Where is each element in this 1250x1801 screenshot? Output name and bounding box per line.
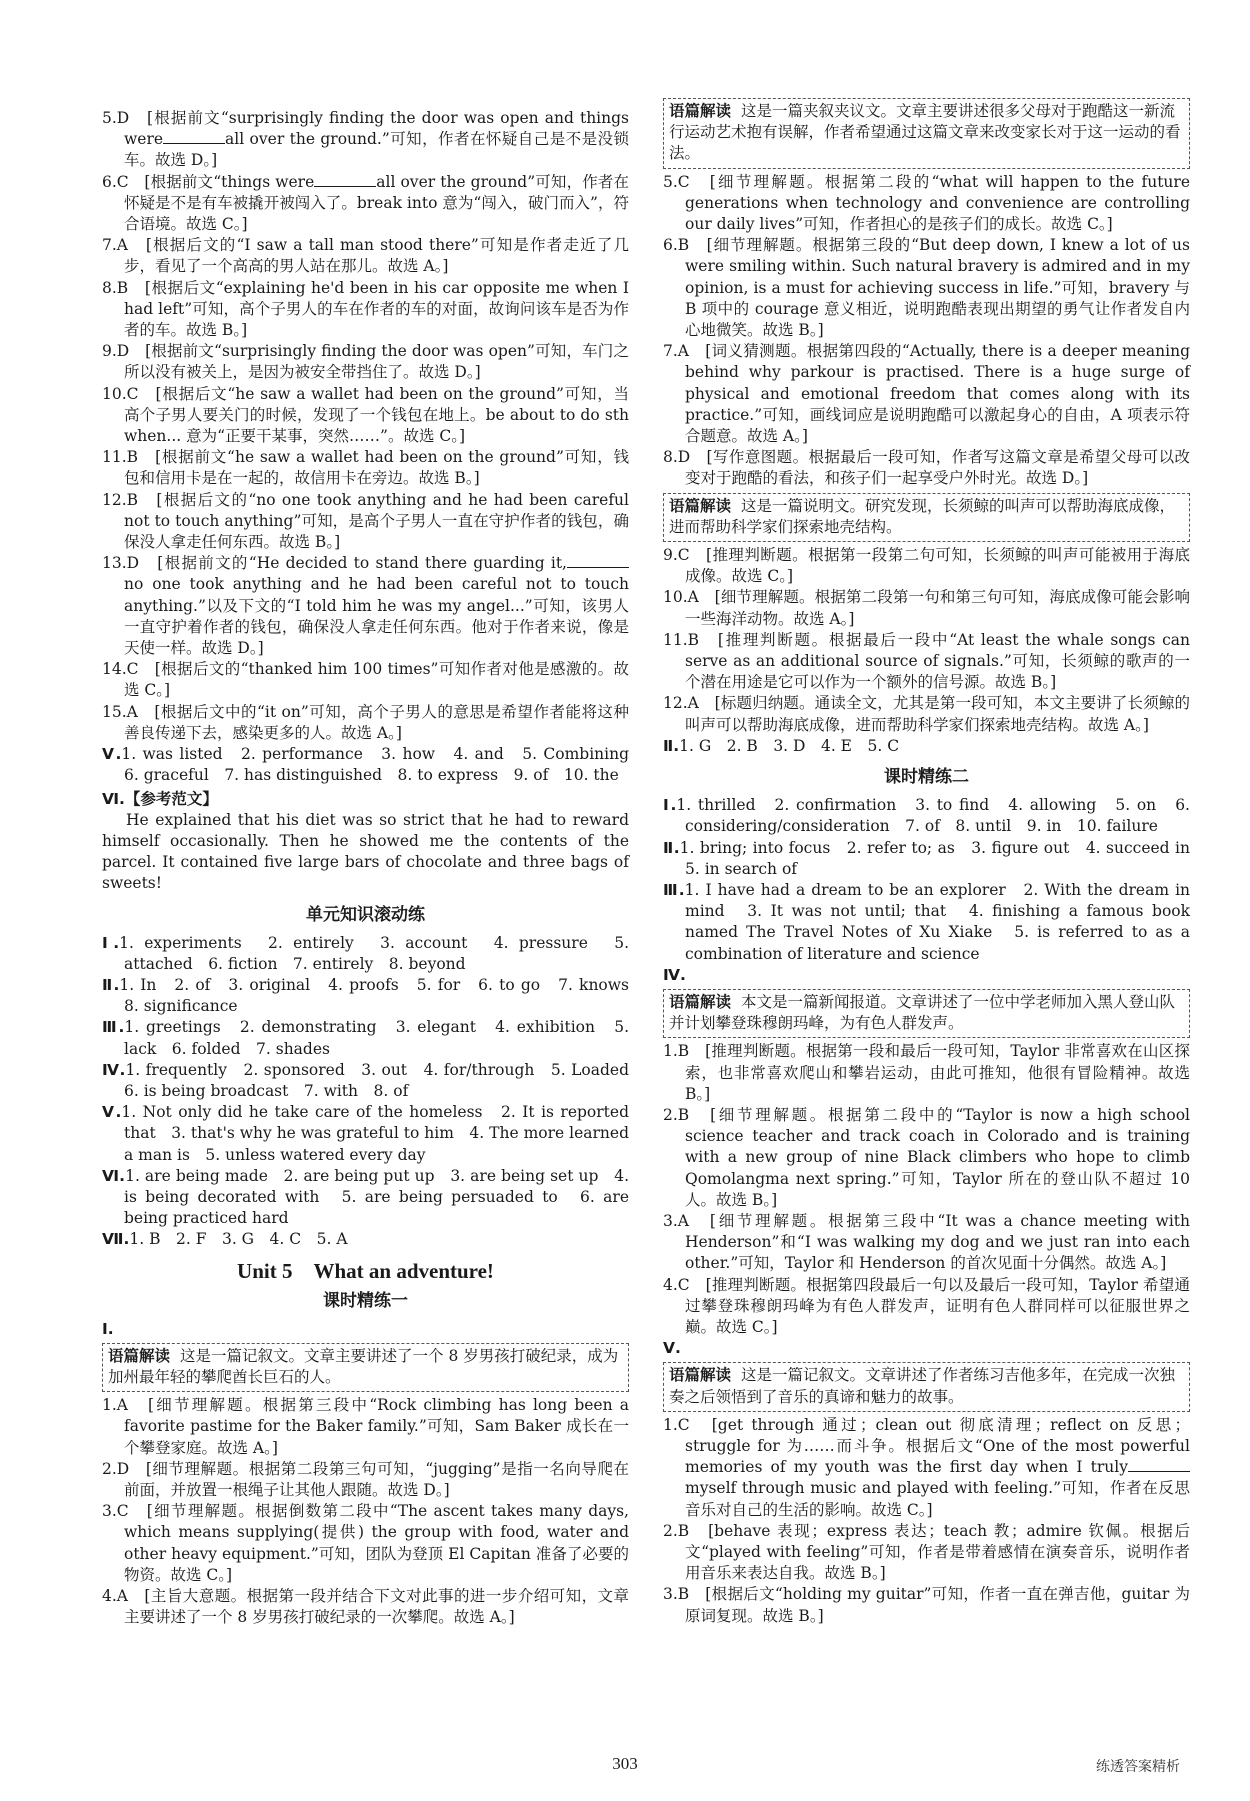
answer-item <box>102 1395 629 1459</box>
section-label: Ⅳ. <box>102 1060 126 1079</box>
answer-list-top <box>102 108 629 744</box>
lesson-1-section-1-label: Ⅰ. <box>102 1319 114 1338</box>
answer-item <box>102 172 629 236</box>
answer-item <box>102 384 629 448</box>
answer-text: 5.C [细节理解题。根据第二段的“what will happen to the future generations when technology and convenience are controlling our daily lives”可知，作者担心的是孩子们的成长。故选 C。] <box>663 172 1190 234</box>
section-label: Ⅵ. <box>102 1166 126 1185</box>
answer-text: 7.A [根据后文的“I saw a tall man stood there”可知是作者走近了几步，看见了一个高高的男人站在那儿。故选 A。] <box>102 236 629 276</box>
review-row <box>102 933 629 975</box>
section-text: 1. bring; into focus 2. refer to; as 3. figure out 4. succeed in 5. in search of <box>679 838 1206 878</box>
answer-text: 5.D [根据前文“surprisingly finding the door was open and things were <box>102 109 629 149</box>
section-text: 1. greetings 2. demonstrating 3. elegant 4. exhibition 5. lack 6. folded 7. shades <box>124 1018 629 1058</box>
answer-item <box>102 490 629 554</box>
unit-title: Unit 5 What an adventure! <box>237 1258 494 1283</box>
review-row <box>102 1060 645 1102</box>
section-5-label: Ⅴ. <box>663 1339 681 1358</box>
answer-blank <box>1128 1458 1190 1472</box>
answer-text: no one took anything and he had been careful not to touch anything.”以及下文的“I told him he was my angel...”可知，该男人一直守护着作者的钱包，确保没人拿走任何东西。他对于作者来说，像是天使一样。故选 D。] <box>124 575 629 658</box>
answer-item <box>663 630 1190 694</box>
section-5-answers <box>102 744 645 786</box>
answer-item <box>102 1459 629 1501</box>
answer-item <box>102 341 629 383</box>
answer-text: 1.A [细节理解题。根据第三段中“Rock climbing has long been a favorite pastime for the Baker family.”可知，Sam Baker 成长在一个攀登家庭。故选 A。] <box>102 1396 629 1457</box>
answer-text: all over the ground.”可知，作者在怀疑自己是不是没锁车。故选 D。] <box>124 130 629 170</box>
section-2-text: 1. G 2. B 3. D 4. E 5. C <box>679 736 900 755</box>
right-column <box>663 102 1206 1627</box>
answer-item <box>663 341 1190 447</box>
answer-item <box>102 1586 629 1628</box>
footer-label: 练透答案精析 <box>1096 1759 1180 1775</box>
section-text: 1. Not only did he take care of the homeless 2. It is reported that 3. that's why he was grateful to him 4. The more learned a man is 5. unless watered every day <box>121 1103 629 1164</box>
model-essay: He explained that his diet was so strict that he had to reward himself occasionally. Then he showed me the contents of the parcel. It contained five large bars of chocolate and three bags of sweets! <box>102 810 629 893</box>
answer-text: 10.C [根据后文“he saw a wallet had been on the ground”可知，当高个子男人要关门的时候，发现了一个钱包在地上。be about to do sth when... 意为“正要干某事，突然……”。故选 C。] <box>102 384 629 446</box>
answer-text: 10.A [细节理解题。根据第二段第一句和第三句可知，海底成像可能会影响一些海洋动物。故选 A。] <box>663 588 1190 628</box>
answer-blank <box>314 173 376 187</box>
answer-text: 1.B [推理判断题。根据第一段和最后一段可知，Taylor 非常喜欢在山区探索，也非常喜欢爬山和攀岩运动，由此可推知，他很有冒险精神。故选 B。] <box>663 1042 1190 1103</box>
lesson-2-list <box>663 795 1206 965</box>
section-6-label: Ⅵ.【参考范文】 <box>102 789 218 808</box>
section-label: Ⅱ. <box>663 838 680 857</box>
answer-text: 6.B [细节理解题。根据第三段的“But deep down, I knew a lot of us were smiling within. Such natural bravery is admired and in my opinion, is a must for achieving success in life.”可知，bravery 与 B 项中的 courage 意义相近，说明跑酷表现出期望的勇气让作者发自内心地微笑。故选 B。] <box>663 236 1190 340</box>
section-label: Ⅱ. <box>102 975 120 994</box>
reading-note-text: 本文是一篇新闻报道。文章讲述了一位中学老师加入黑人登山队并计划攀登珠穆朗玛峰，为有色人群发声。 <box>669 992 1176 1033</box>
left-column <box>102 108 645 1628</box>
review-row <box>102 975 645 1017</box>
answer-item <box>663 545 1190 587</box>
answer-text: 3.B [根据后文“holding my guitar”可知，作者一直在弹吉他，guitar 为原词复现。故选 B。] <box>663 1585 1190 1625</box>
answer-text: 7.A [词义猜测题。根据第四段的“Actually, there is a deeper meaning behind why parkour is practised. There is a huge surge of physical and emotional freedom that comes along with its practice.”可知，画线词应是说明跑酷可以激起身心的自由，A 项表示符合题意。故选 A。] <box>663 342 1190 446</box>
answer-item <box>102 553 629 659</box>
reading-note-box-5 <box>663 1362 1190 1411</box>
section-2-answers <box>663 736 1190 757</box>
answer-text: 8.B [根据后文“explaining he'd been in his car opposite me when I had left”可知，高个子男人的车在作者的车的对面，故询问该车是否为作者的车。故选 B。] <box>102 278 629 340</box>
answer-item <box>102 108 629 172</box>
answer-item <box>663 1041 1190 1105</box>
answer-item <box>663 1275 1190 1339</box>
section-4-label: Ⅳ. <box>663 965 686 984</box>
reading-note-box-4 <box>663 989 1190 1038</box>
answer-item <box>102 1501 629 1586</box>
section-text: 1. In 2. of 3. original 4. proofs 5. for 6. to go 7. knows 8. significance <box>119 975 645 1016</box>
answer-item <box>102 447 629 489</box>
review-row <box>102 1102 629 1166</box>
answer-item <box>663 447 1190 489</box>
answer-text: 11.B [根据前文“he saw a wallet had been on the ground”可知，钱包和信用卡是在一起的，故信用卡在旁边。故选 B。] <box>102 448 629 488</box>
answer-item <box>102 235 629 277</box>
section-label: Ⅴ. <box>102 1103 122 1122</box>
unit-review-list <box>102 933 645 1251</box>
section-text: 1. I have had a dream to be an explorer 2. With the dream in mind 3. It was not until; that 4. finishing a famous book named The Travel Notes of Xu Xiake 5. is referred to as a combination of literature and science <box>684 880 1191 963</box>
section-label: Ⅲ. <box>663 880 685 899</box>
section-text: 1. thrilled 2. confirmation 3. to find 4. allowing 5. on 6. considering/consideration 7. of 8. until 9. in 10. failure <box>676 796 1190 836</box>
reading-note-tag: 语篇解读 <box>108 1346 171 1365</box>
page-number: 303 <box>612 1754 638 1773</box>
answer-text: 3.C [细节理解题。根据倒数第二段中“The ascent takes many days, which means supplying(提供) the group with food, water and other heavy equipment.”可知，团队为登顶 El Capitan 准备了必要的物资。故选 C。] <box>102 1502 629 1584</box>
answer-text: 12.B [根据后文的“no one took anything and he had been careful not to touch anything”可知，是高个子男人一直在守护作者的钱包，确保没人拿走任何东西。故选 B。] <box>102 490 629 552</box>
answer-item <box>663 1521 1190 1585</box>
answer-text: 6.C [根据前文“things were <box>102 172 315 191</box>
section-text: 1. B 2. F 3. G 4. C 5. A <box>129 1230 348 1249</box>
answer-text: 12.A [标题归纳题。通读全文，尤其是第一段可知，本文主要讲了长须鲸的叫声可以帮助海底成像，进而帮助科学家们探索地壳结构。故选 A。] <box>663 694 1190 734</box>
reading-note-tag: 语篇解读 <box>669 102 732 120</box>
answer-text: 2.B [behave 表现；express 表达；teach 教；admire 钦佩。根据后文“played with feeling”可知，作者是带着感情在演奏音乐，说明作者用音乐来表达自我。故选 B。] <box>663 1521 1190 1583</box>
section-5-label: Ⅴ. <box>102 745 122 764</box>
section-label: Ⅰ. <box>663 796 677 815</box>
section-label: Ⅰ. <box>102 933 120 952</box>
answer-text: 1.C [get through 通过；clean out 彻底清理；reflect on 反思；struggle for 为……而斗争。根据后文“One of the most powerful memories of my youth was the first day when I truly <box>663 1415 1190 1477</box>
answer-text: 8.D [写作意图题。根据最后一段可知，作者写这篇文章是希望父母可以改变对于跑酷的看法，和孩子们一起享受户外时光。故选 D。] <box>663 448 1190 488</box>
reading-note-text: 这是一篇说明文。研究发现，长须鲸的叫声可以帮助海底成像，进而帮助科学家们探索地壳结构。 <box>669 496 1176 536</box>
answer-text: 4.C [推理判断题。根据第四段最后一句以及最后一段可知，Taylor 希望通过攀登珠穆朗玛峰为有色人群发声，证明有色人群同样可以征服世界之巅。故选 C。] <box>663 1275 1190 1336</box>
lesson-2-row <box>663 838 1206 880</box>
reading-note-box-3 <box>663 493 1190 542</box>
answer-item <box>663 1211 1190 1275</box>
review-row <box>102 1229 629 1250</box>
answer-text: 2.B [细节理解题。根据第二段中的“Taylor is now a high school science teacher and track coach in Colorado and is training with a new group of nine Black climbers who hope to climb Qomolangma next spring.”可知，Taylor 所在的登山队不超过 10 人。故选 B。] <box>663 1105 1190 1209</box>
reading-note-box-1 <box>102 1343 629 1392</box>
reading-note-text: 这是一篇记叙文。文章主要讲述了一个 8 岁男孩打破纪录，成为加州最年轻的攀爬酋长巨石的人。 <box>108 1346 619 1386</box>
reading-note-text: 这是一篇记叙文。文章讲述了作者练习吉他多年，在完成一次独奏之后领悟到了音乐的真谛和魅力的故事。 <box>669 1366 1176 1406</box>
review-row <box>102 1017 629 1059</box>
answer-text: all over the ground”可知，作者在怀疑是不是有车被撬开被闯入了。break into 意为“闯入，破门而入”，符合语境。故选 C。] <box>124 172 629 234</box>
review-row <box>102 1166 629 1230</box>
answer-blank <box>567 554 629 568</box>
reading-note-text: 这是一篇夹叙夹议文。文章主要讲述很多父母对于跑酷这一新流行运动艺术抱有误解，作者希望通过这篇文章来改变家长对于这一运动的看法。 <box>669 102 1181 163</box>
answer-item <box>663 693 1190 735</box>
answer-list-1 <box>663 172 1190 490</box>
answer-blank <box>163 130 225 144</box>
answer-text: 15.A [根据后文中的“it on”可知，高个子男人的意思是希望作者能将这种善良传递下去，感染更多的人。故选 A。] <box>102 702 629 742</box>
answer-text: 13.D [根据前文的“He decided to stand there guarding it, <box>102 554 567 573</box>
lesson-1-heading: 课时精练一 <box>323 1290 408 1311</box>
answer-list-3 <box>663 1041 1190 1338</box>
answer-text: 14.C [根据后文的“thanked him 100 times”可知作者对他是感激的。故选 C。] <box>102 660 629 700</box>
section-label: Ⅶ. <box>102 1230 130 1249</box>
lesson-2-row <box>663 795 1190 837</box>
answer-item <box>663 1584 1190 1626</box>
answer-item <box>102 702 629 744</box>
reading-note-box-2 <box>663 98 1190 169</box>
answer-text: myself through music and played with feeling.”可知，作者在反思音乐对自己的生活的影响。故选 C。] <box>685 1479 1190 1519</box>
answer-text: 3.A [细节理解题。根据第三段中“It was a chance meeting with Henderson”和“I was walking my dog and we just ran into each other.”可知，Taylor 和 Henderson 的首次见面十分偶然。故选 A。] <box>663 1211 1190 1273</box>
lesson-2-row <box>663 880 1190 965</box>
section-2-label: Ⅱ. <box>663 736 680 755</box>
unit-review-heading: 单元知识滚动练 <box>306 904 425 925</box>
answer-text: 9.C [推理判断题。根据第一段第二句可知，长须鲸的叫声可能被用于海底成像。故选 C。] <box>663 546 1190 586</box>
reading-note-tag: 语篇解读 <box>669 992 732 1011</box>
answer-text: 2.D [细节理解题。根据第二段第三句可知，“jugging”是指一名向导爬在前面，并放置一根绳子让其他人跟随。故选 D。] <box>102 1459 629 1499</box>
lesson-2-heading: 课时精练二 <box>884 767 969 788</box>
answer-list-4 <box>663 1521 1190 1627</box>
answer-item <box>663 587 1190 629</box>
answer-text: 11.B [推理判断题。根据最后一段中“At least the whale songs can serve as an additional source of signals.”可知，长须鲸的歌声的一个潜在用途是它可以作为一个额外的信号源。故选 B。] <box>663 630 1190 692</box>
answer-text: 9.D [根据前文“surprisingly finding the door was open”可知，车门之所以没有被关上，是因为被安全带挡住了。故选 D。] <box>102 342 629 382</box>
section-text: 1. experiments 2. entirely 3. account 4. pressure 5. attached 6. fiction 7. entirely 8. beyond <box>119 933 630 973</box>
section-text: 1. are being made 2. are being put up 3. are being set up 4. is being decorated with 5. are being persuaded to 6. are being practiced hard <box>124 1166 629 1228</box>
section-text: 1. frequently 2. sponsored 3. out 4. for/through 5. Loaded 6. is being broadcast 7. with 8. of <box>124 1060 645 1100</box>
answer-list-bottom <box>102 1395 629 1628</box>
answer-item <box>102 659 629 701</box>
answer-item <box>663 1105 1190 1211</box>
answer-list-2 <box>663 545 1190 736</box>
section-5-text: 1. was listed 2. performance 3. how 4. and 5. Combining 6. graceful 7. has distinguished 8. to express 9. of 10. the <box>121 745 645 785</box>
answer-item <box>102 278 629 342</box>
answer-item <box>663 235 1190 341</box>
answer-item <box>663 172 1190 236</box>
reading-note-tag: 语篇解读 <box>669 496 732 515</box>
section-label: Ⅲ. <box>102 1018 125 1037</box>
answer-item <box>663 1415 1190 1521</box>
reading-note-tag: 语篇解读 <box>669 1366 732 1385</box>
answer-text: 4.A [主旨大意题。根据第一段并结合下文对此事的进一步介绍可知，文章主要讲述了一个 8 岁男孩打破纪录的一次攀爬。故选 A。] <box>102 1587 629 1627</box>
